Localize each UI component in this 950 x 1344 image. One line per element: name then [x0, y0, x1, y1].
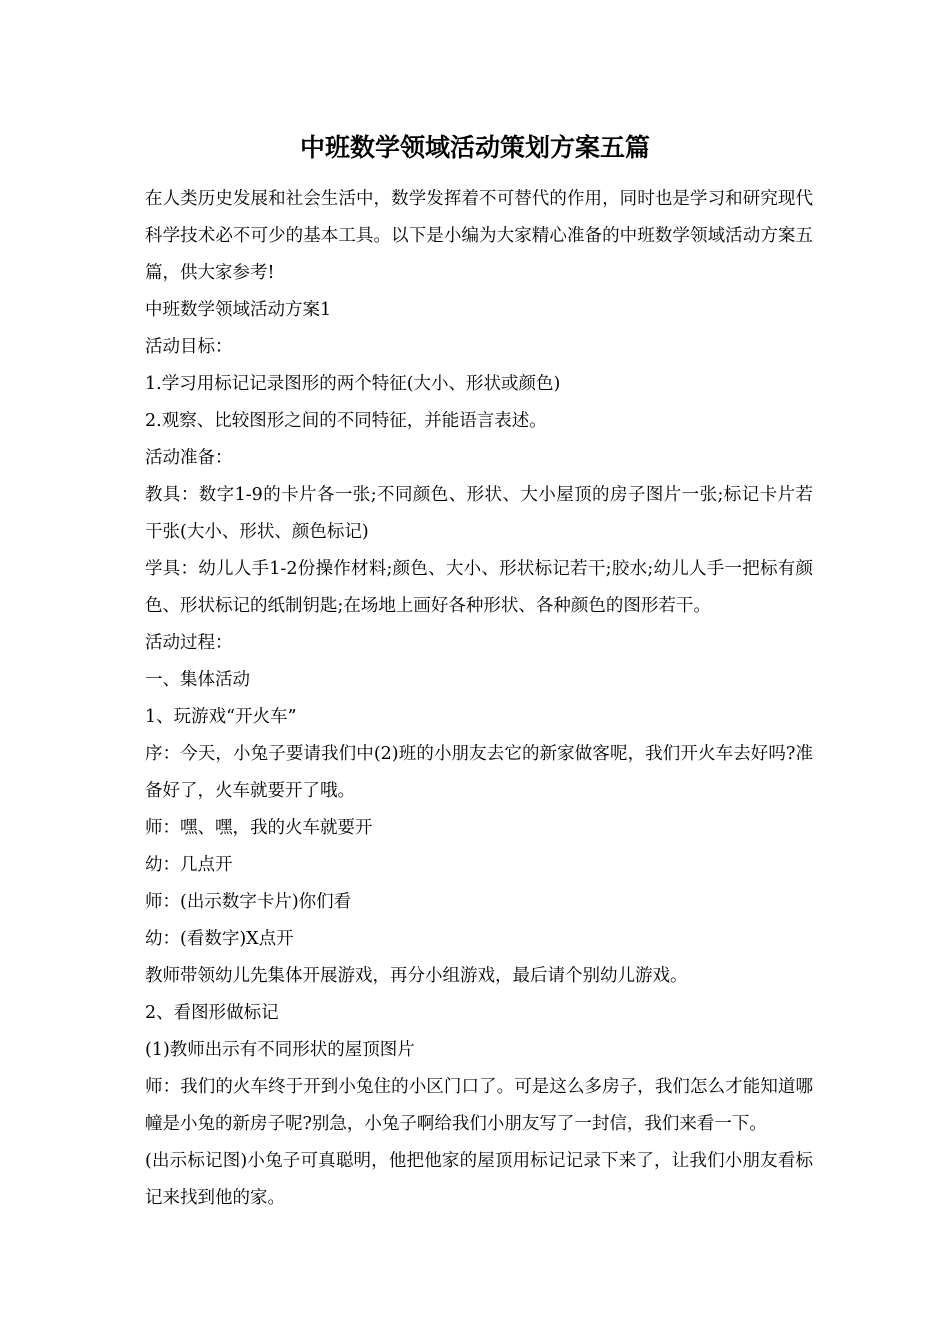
subsection-heading: 活动目标：	[145, 337, 233, 357]
process-heading: (1)教师出示有不同形状的屋顶图片	[145, 1040, 415, 1060]
preparation-item: 学具：幼儿人手1-2份操作材料;颜色、大小、形状标记若干;胶水;幼儿人手一把标有颜色、形状标记的纸制钥匙;在场地上画好各种形状、各种颜色的图形若干。	[145, 559, 813, 616]
goal-item: 1.学习用标记记录图形的两个特征(大小、形状或颜色)	[145, 374, 561, 394]
intro-paragraph: 在人类历史发展和社会生活中，数学发挥着不可替代的作用，同时也是学习和研究现代科学技术必不可少的基本工具。以下是小编为大家精心准备的中班数学领域活动方案五篇，供大家参考!	[145, 189, 813, 283]
subsection-heading: 活动过程：	[145, 633, 233, 653]
goal-item: 2.观察、比较图形之间的不同特征，并能语言表述。	[145, 411, 547, 431]
subsection-heading: 活动准备：	[145, 448, 233, 468]
dialogue-line: 师：(出示数字卡片)你们看	[145, 892, 352, 912]
document-title: 中班数学领域活动策划方案五篇	[299, 133, 650, 162]
body-paragraph: 教师带领幼儿先集体开展游戏，再分小组游戏，最后请个别幼儿游戏。	[145, 966, 688, 986]
body-paragraph: 序：今天，小兔子要请我们中(2)班的小朋友去它的新家做客呢，我们开火车去好吗?准备好了，火车就要开了哦。	[145, 744, 813, 801]
document-body	[145, 181, 813, 1217]
dialogue-line: 幼：(看数字)X点开	[145, 929, 294, 949]
dialogue-line: 幼：几点开	[145, 855, 233, 875]
section-heading: 中班数学领域活动方案1	[145, 300, 332, 320]
process-heading: 一、集体活动	[145, 670, 250, 690]
body-paragraph: 师：我们的火车终于开到小兔住的小区门口了。可是这么多房子，我们怎么才能知道哪幢是小兔的新房子呢?别急，小兔子啊给我们小朋友写了一封信，我们来看一下。	[145, 1077, 813, 1134]
preparation-item: 教具：数字1-9的卡片各一张;不同颜色、形状、大小屋顶的房子图片一张;标记卡片若干张(大小、形状、颜色标记)	[145, 485, 813, 542]
body-paragraph: (出示标记图)小兔子可真聪明，他把他家的屋顶用标记记录下来了，让我们小朋友看标记来找到他的家。	[145, 1151, 813, 1208]
dialogue-line: 师：嘿、嘿，我的火车就要开	[145, 818, 373, 838]
process-heading: 1、玩游戏“开火车”	[145, 707, 297, 727]
process-heading: 2、看图形做标记	[145, 1003, 279, 1023]
